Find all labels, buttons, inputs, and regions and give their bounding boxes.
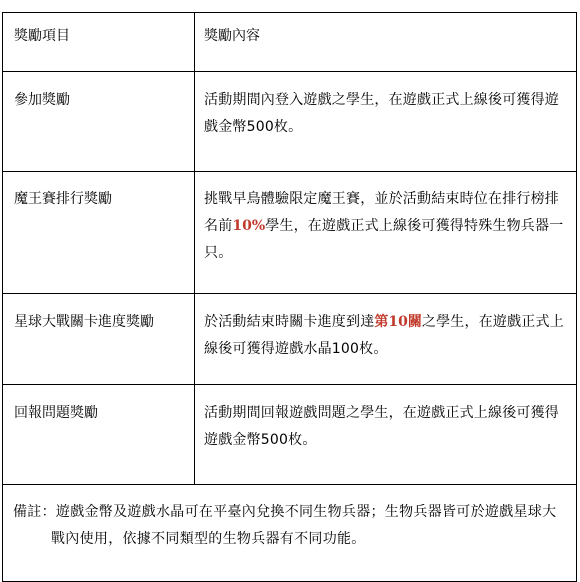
reward-item-participation: 參加獎勵 [3, 72, 195, 172]
reward-content-text: 活動期間內登入遊戲之學生，在遊戲正式上線後可獲得遊戲金幣500枚。 [204, 92, 559, 135]
header-item-cell: 獎勵項目 [3, 13, 195, 72]
reward-item-bug-report: 回報問題獎勵 [3, 385, 195, 485]
table-row [3, 385, 577, 485]
table-header-row [3, 13, 577, 72]
table-note-row [3, 485, 577, 582]
reward-content-text: 於活動結束時關卡進度到達 [204, 314, 375, 330]
reward-content-text: 挑戰早鳥體驗限定魔王賽，並於活動結束時位在排行榜排名前 [204, 191, 559, 234]
reward-table [2, 12, 577, 582]
note-cell [3, 485, 577, 582]
reward-content-text: 學生，在遊戲正式上線後可獲得特殊生物兵器一只。 [204, 218, 564, 261]
reward-content-boss-ranking [195, 172, 577, 294]
table-row [3, 72, 577, 172]
header-content-cell: 獎勵內容 [195, 13, 577, 72]
highlight-stage: 第10關 [374, 314, 422, 330]
highlight-percentage: 10% [232, 218, 266, 234]
reward-content-bug-report [195, 385, 577, 485]
table-row [3, 172, 577, 294]
reward-content-participation [195, 72, 577, 172]
note-text: 備註：遊戲金幣及遊戲水晶可在平臺內兌換不同生物兵器；生物兵器皆可於遊戲星球大戰內使用，依據不同類型的生物兵器有不同功能。 [13, 504, 557, 547]
reward-content-stage-progress [195, 294, 577, 385]
reward-item-boss-ranking: 魔王賽排行獎勵 [3, 172, 195, 294]
reward-content-text: 活動期間回報遊戲問題之學生，在遊戲正式上線後可獲得遊戲金幣500枚。 [204, 405, 559, 448]
table-row [3, 294, 577, 385]
reward-content-text: 之學生，在遊戲正式上線後可獲得遊戲水晶100枚。 [204, 314, 564, 357]
reward-item-stage-progress: 星球大戰關卡進度獎勵 [3, 294, 195, 385]
